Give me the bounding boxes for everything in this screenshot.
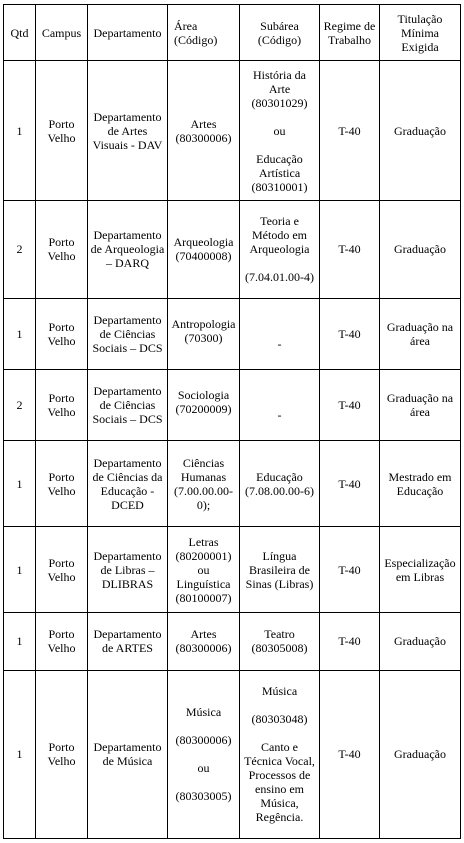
- cell-subarea: -: [240, 369, 320, 440]
- table-row: [4, 440, 461, 526]
- cell-area: [168, 670, 240, 838]
- cell-area: Sociologia (70200009): [168, 369, 240, 440]
- area-line: (80300006): [175, 733, 232, 748]
- cell-subarea: [240, 61, 320, 201]
- cell-subarea: [240, 670, 320, 838]
- cell-qtd: 1: [4, 613, 36, 670]
- header-titulacao: Titulação Mínima Exigida: [380, 5, 461, 61]
- subarea-line: Canto e Técnica Vocal, Processos de ensino em Música, Regência.: [244, 740, 315, 825]
- cell-subarea: Língua Brasileira de Sinas (Libras): [240, 527, 320, 613]
- area-line: (80303005): [175, 789, 232, 804]
- header-regime: Regime de Trabalho: [320, 5, 380, 61]
- cell-area: Artes (80300006): [168, 613, 240, 670]
- subarea-line: ou: [273, 123, 286, 138]
- cell-titulacao: Graduação: [380, 61, 461, 201]
- table-row: [4, 369, 461, 440]
- table-row: [4, 670, 461, 838]
- cell-subarea: -: [240, 298, 320, 369]
- cell-regime: T-40: [320, 298, 380, 369]
- cell-qtd: 2: [4, 369, 36, 440]
- cell-campus: Porto Velho: [36, 613, 88, 670]
- cell-titulacao: Graduação: [380, 670, 461, 838]
- subarea-line: (7.04.01.00-4): [245, 270, 314, 285]
- subarea-line: Teoria e Método em Arqueologia: [249, 214, 310, 257]
- cell-titulacao: Graduação na área: [380, 369, 461, 440]
- header-qtd: Qtd: [4, 5, 36, 61]
- cell-regime: T-40: [320, 527, 380, 613]
- cell-departamento: Departamento de Ciências da Educação - DCED: [88, 440, 168, 526]
- cell-departamento: Departamento de ARTES: [88, 613, 168, 670]
- cell-subarea: Educação (7.08.00.00-6): [240, 440, 320, 526]
- cell-qtd: 1: [4, 670, 36, 838]
- cell-subarea: [240, 201, 320, 298]
- cell-departamento: Departamento de Ciências Sociais – DCS: [88, 369, 168, 440]
- cell-titulacao: Graduação: [380, 201, 461, 298]
- subarea-line: História da Arte (80301029): [251, 67, 308, 110]
- cell-area: Antropologia (70300): [168, 298, 240, 369]
- cell-area: Arqueologia (70400008): [168, 201, 240, 298]
- cell-campus: Porto Velho: [36, 527, 88, 613]
- cell-campus: Porto Velho: [36, 61, 88, 201]
- cell-area: Artes (80300006): [168, 61, 240, 201]
- cell-qtd: 1: [4, 440, 36, 526]
- cell-titulacao: Especialização em Libras: [380, 527, 461, 613]
- cell-campus: Porto Velho: [36, 369, 88, 440]
- cell-regime: T-40: [320, 613, 380, 670]
- cell-regime: T-40: [320, 369, 380, 440]
- cell-subarea: Teatro (80305008): [240, 613, 320, 670]
- cell-regime: T-40: [320, 201, 380, 298]
- header-area: Área (Código): [168, 5, 240, 61]
- cell-campus: Porto Velho: [36, 670, 88, 838]
- cell-qtd: 1: [4, 61, 36, 201]
- cell-campus: Porto Velho: [36, 298, 88, 369]
- cell-regime: T-40: [320, 61, 380, 201]
- subarea-line: (80303048): [251, 712, 308, 727]
- cell-campus: Porto Velho: [36, 440, 88, 526]
- cell-departamento: Departamento de Artes Visuais - DAV: [88, 61, 168, 201]
- header-departamento: Departamento: [88, 5, 168, 61]
- cell-departamento: Departamento de Arqueologia – DARQ: [88, 201, 168, 298]
- vacancy-table: [3, 4, 461, 839]
- header-row: [4, 5, 461, 61]
- area-line: Música: [185, 705, 222, 720]
- cell-qtd: 1: [4, 298, 36, 369]
- cell-titulacao: Graduação: [380, 613, 461, 670]
- cell-area: Ciências Humanas (7.00.00.00-0);: [168, 440, 240, 526]
- cell-area: Letras (80200001) ou Linguística (80100007): [168, 527, 240, 613]
- cell-departamento: Departamento de Libras – DLIBRAS: [88, 527, 168, 613]
- cell-titulacao: Graduação na área: [380, 298, 461, 369]
- area-line: ou: [197, 761, 210, 776]
- cell-titulacao: Mestrado em Educação: [380, 440, 461, 526]
- table-row: [4, 61, 461, 201]
- table-row: [4, 527, 461, 613]
- cell-qtd: 1: [4, 527, 36, 613]
- table-row: [4, 298, 461, 369]
- header-campus: Campus: [36, 5, 88, 61]
- cell-campus: Porto Velho: [36, 201, 88, 298]
- cell-departamento: Departamento de Ciências Sociais – DCS: [88, 298, 168, 369]
- table-row: [4, 201, 461, 298]
- header-subarea: Subárea (Código): [240, 5, 320, 61]
- cell-departamento: Departamento de Música: [88, 670, 168, 838]
- table-row: [4, 613, 461, 670]
- subarea-line: Música: [261, 684, 298, 699]
- subarea-line: Educação Artística (80310001): [251, 151, 308, 194]
- cell-regime: T-40: [320, 440, 380, 526]
- cell-qtd: 2: [4, 201, 36, 298]
- cell-regime: T-40: [320, 670, 380, 838]
